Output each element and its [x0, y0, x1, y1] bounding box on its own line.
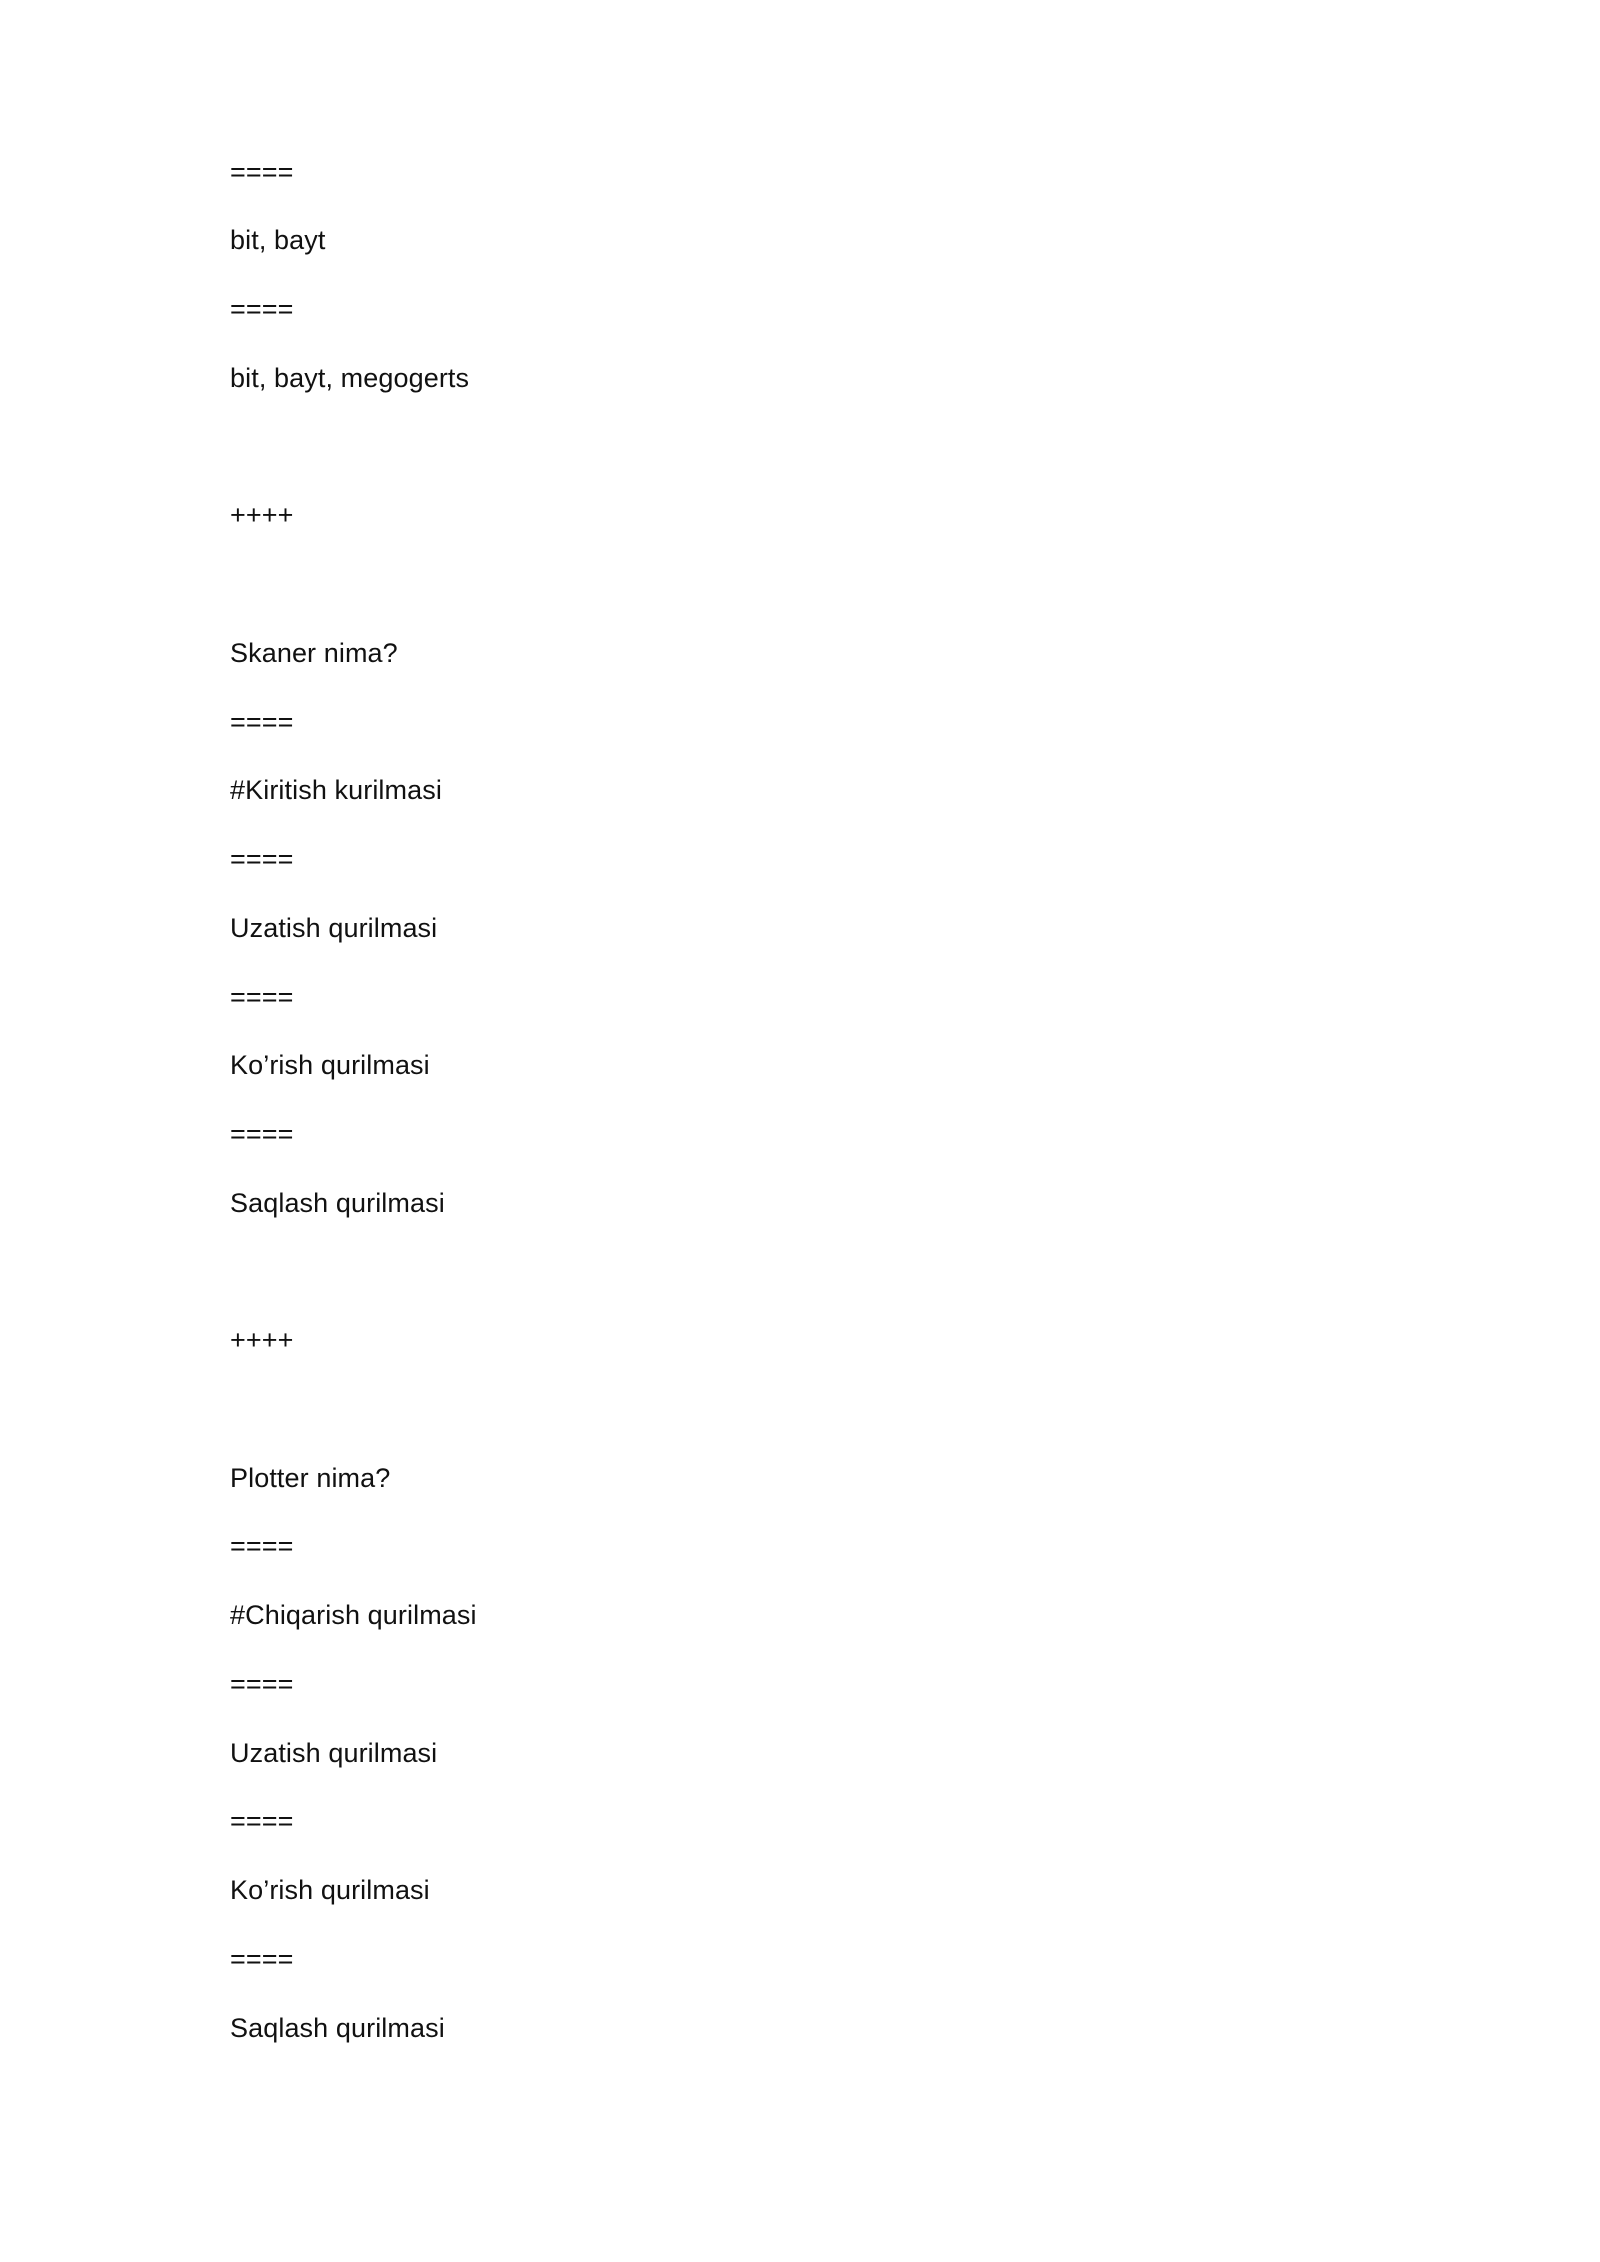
answer-option: bit, bayt — [230, 225, 326, 255]
answer-option: Uzatish qurilmasi — [230, 913, 438, 943]
separator-line: ==== — [230, 1119, 294, 1149]
answer-option: Ko’rish qurilmasi — [230, 1050, 430, 1080]
separator-line: ==== — [230, 294, 294, 324]
separator-line: ==== — [230, 1806, 294, 1836]
separator-line: ==== — [230, 1669, 294, 1699]
separator-line: ==== — [230, 1944, 294, 1974]
correct-answer-option: #Kiritish kurilmasi — [230, 775, 442, 805]
question-divider: ++++ — [230, 1325, 294, 1355]
separator-line: ==== — [230, 844, 294, 874]
separator-line: ==== — [230, 707, 294, 737]
answer-option: Uzatish qurilmasi — [230, 1738, 438, 1768]
question-divider: ++++ — [230, 500, 294, 530]
question-text: Skaner nima? — [230, 638, 398, 668]
separator-line: ==== — [230, 982, 294, 1012]
correct-answer-option: #Chiqarish qurilmasi — [230, 1600, 477, 1630]
answer-option: Ko’rish qurilmasi — [230, 1875, 430, 1905]
answer-option: Saqlash qurilmasi — [230, 2013, 445, 2043]
question-text: Plotter nima? — [230, 1463, 391, 1493]
answer-option: bit, bayt, megogerts — [230, 363, 470, 393]
answer-option: Saqlash qurilmasi — [230, 1188, 445, 1218]
separator-line: ==== — [230, 157, 294, 187]
separator-line: ==== — [230, 1531, 294, 1561]
